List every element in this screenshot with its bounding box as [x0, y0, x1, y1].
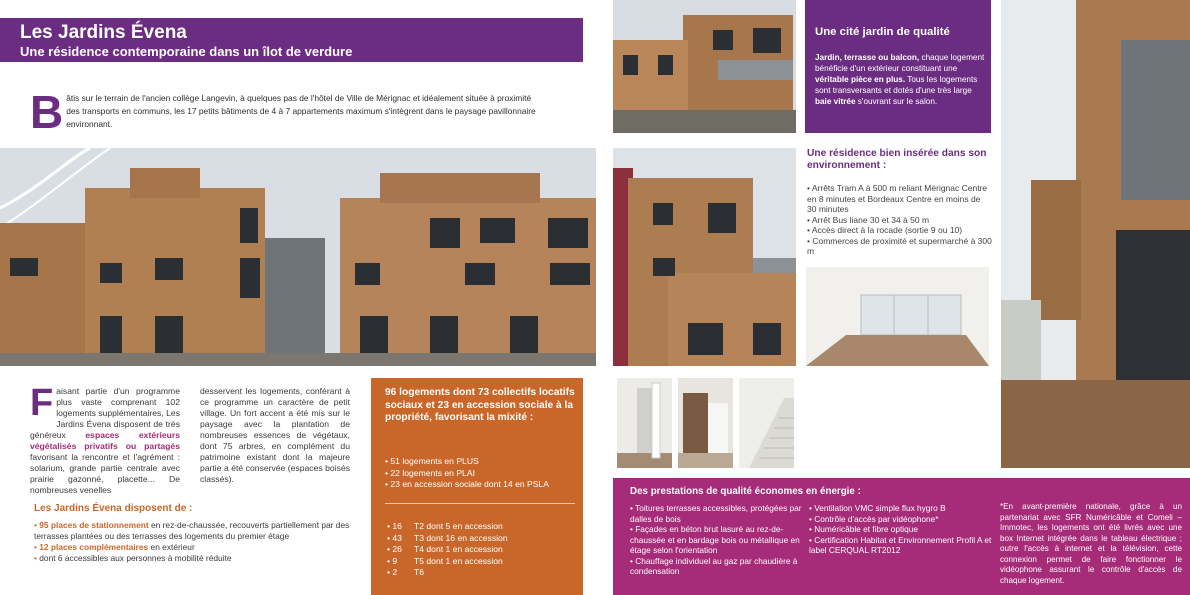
- living-room-photo: [806, 267, 989, 366]
- list-item: • 51 logements en PLUS: [385, 456, 479, 466]
- environment-title: Une résidence bien insérée dans son environnement :: [807, 148, 987, 171]
- quality-text: Jardin, terrasse ou balcon, chaque logement bénéficie d'un extérieur constituant une véritable pièce en plus. Tous les logements sont transversants et dotés d'une très large baie vitrée s'ouvrant sur le salon.: [815, 53, 985, 106]
- list-item: • Arrêts Tram A à 500 m reliant Mérignac Centre en 8 minutes et Bordeaux Centre en moins de 30 minutes: [807, 183, 988, 214]
- list-item: • Accès direct à la rocade (sortie 9 ou 10): [807, 225, 963, 235]
- intro-text: âtis sur le terrain de l'ancien collège Langevin, à quelques pas de l'hôtel de Ville de Mérignac et idéalement située à proximité des transports en communs, les 17 petits bâtiments de 4 à 7 appartements maximum s'intègrent dans le paysage pavillonnaire environnant.: [66, 93, 536, 129]
- interior-photo-1: [617, 378, 672, 468]
- interior-photo-2: [678, 378, 733, 468]
- table-row: • 16 T2 dont 5 en accession: [387, 521, 503, 531]
- list-item: • 95 places de stationnement en rez-de-chaussée, recouverts partiellement par des terrasses plantées ou des terrasses des logements du premier étage: [34, 520, 350, 541]
- list-item: • 12 places complémentaires en extérieur: [34, 542, 195, 552]
- financing-list: [385, 456, 549, 491]
- list-item: • Façades en béton brut lasuré au rez-de-chaussée et en bardage bois ou métallique en étage selon l'orientation: [630, 524, 800, 555]
- list-item: • Toitures terrasses accessibles, protégées par dalles de bois: [630, 503, 802, 524]
- list-item: • Arrêt Bus liane 30 et 34 à 50 m: [807, 214, 930, 225]
- programme-dropcap: F: [30, 382, 54, 424]
- list-item: • Certification Habitat et Environnement Profil A et label CERQUAL RT2012: [809, 534, 992, 555]
- services-title: Des prestations de qualité économes en énergie :: [630, 486, 861, 497]
- services-list-right: [809, 503, 994, 556]
- building-illustration: [0, 148, 596, 366]
- table-row: • 43 T3 dont 16 en accession: [387, 532, 508, 543]
- quality-title: Une cité jardin de qualité: [815, 26, 950, 38]
- quality-box: [805, 0, 991, 133]
- building-photo-middle: [613, 148, 796, 366]
- divider: [385, 503, 575, 504]
- intro-dropcap: B: [30, 86, 64, 138]
- landscape-paragraph: desservent les logements, conférant à ce programme un caractère de petit village. Un fort accent a été mis sur le paysage avec la plantation de nombreuses essences de végétaux, dont 75 arbres, en complément du patrimoine existant dont la majeure partie a été conservée (espaces boisés classés).: [200, 386, 350, 484]
- page-subtitle: Une résidence contemporaine dans un îlot de verdure: [20, 44, 353, 59]
- environment-list: [807, 183, 992, 257]
- services-band: [613, 478, 1190, 595]
- housing-summary-box: [371, 378, 583, 595]
- building-photo-top: [613, 0, 796, 133]
- programme-text-start: aisant partie d'un programme plus vaste comprenant 102 logements supplémentaires, Les Jardins Évena disposent de très généreux: [30, 386, 180, 440]
- footnote: *En avant-première nationale, grâce à un partenariat avec SFR Numéricâble et Comeli – Immotec, les logements ont été livrés avec une box Internet intégrée dans le tableau électrique ; outre l'accès à internet et la télévision, cette connexion permet de faire fonctionner le vidéophone assurant le contrôle d'accès de chaque logement.: [1000, 502, 1182, 585]
- list-item: • Numéricâble et fibre optique: [809, 524, 918, 534]
- page-title: Les Jardins Évena: [20, 22, 187, 43]
- table-row: • 2 T6: [387, 567, 424, 577]
- list-item: • Chauffage individuel au gaz par chaudière à condensation: [630, 555, 798, 576]
- main-building-photo: [0, 148, 596, 366]
- list-item: • 22 logements en PLAI: [385, 467, 475, 478]
- services-list-left: [630, 503, 805, 577]
- list-item: • Ventilation VMC simple flux hygro B: [809, 503, 946, 513]
- terrace-photo: [1001, 0, 1190, 468]
- list-item: • dont 6 accessibles aux personnes à mobilité réduite: [34, 553, 232, 563]
- programme-highlight: espaces extérieurs végétalisés privatifs ou partagés: [30, 430, 180, 451]
- table-row: • 9 T5 dont 1 en accession: [387, 555, 503, 566]
- dispose-title: Les Jardins Évena disposent de :: [34, 503, 193, 514]
- dispose-list: [34, 520, 354, 564]
- housing-summary-title: 96 logements dont 73 collectifs locatifs sociaux et 23 en accession sociale à la propriété, favorisant la mixité :: [385, 387, 575, 423]
- interior-photo-3: [739, 378, 794, 468]
- programme-text-end: favorisant la rencontre et l'agrément : solarium, grande partie centrale avec prairie gazonné, placette... De nombreuses venelles: [30, 452, 180, 495]
- list-item: • Contrôle d'accès par vidéophone*: [809, 513, 939, 524]
- programme-paragraph: [30, 382, 180, 496]
- list-item: • Commerces de proximité et supermarché à 300 m: [807, 235, 992, 256]
- typology-table: [387, 521, 520, 579]
- table-row: • 26 T4 dont 1 en accession: [387, 544, 503, 554]
- list-item: • 23 en accession sociale dont 14 en PSLA: [385, 479, 550, 489]
- intro-paragraph: [30, 86, 540, 138]
